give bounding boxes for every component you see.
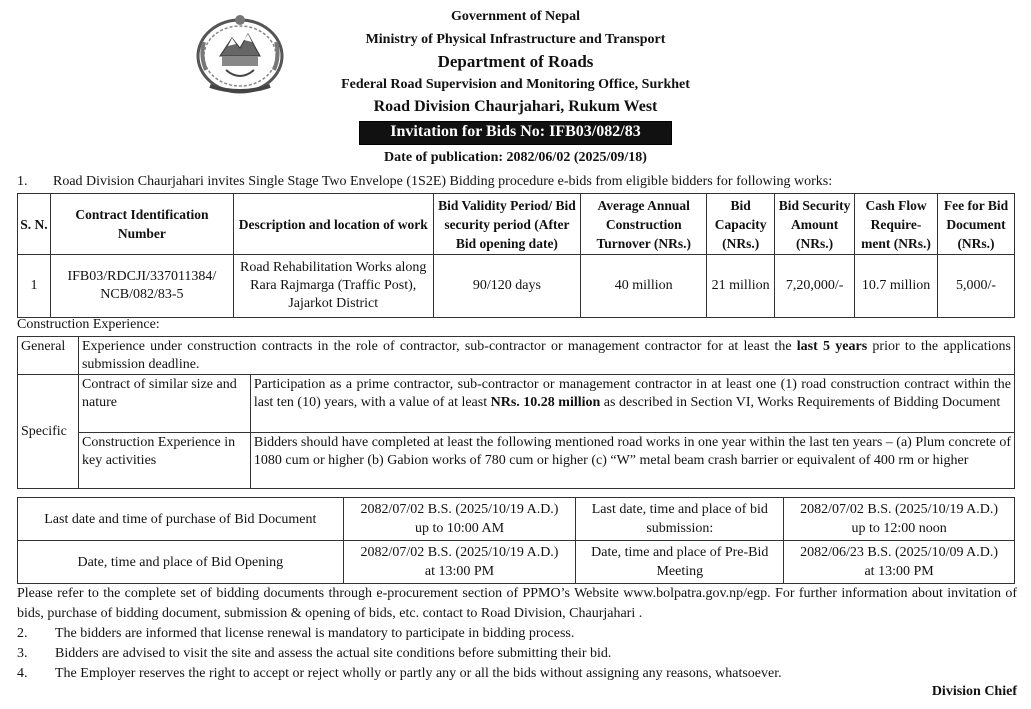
- similar-text-before: Participation as a prime contractor, sub-contractor or management contractor in at least one (1) road construction contract within the last ten (10) years, with a value of at least: [253, 377, 1011, 410]
- dates-row-1: [18, 498, 1015, 541]
- ifb-banner: [0, 121, 1031, 145]
- works-table-header-row: [18, 194, 1015, 255]
- submission-value-time: up to 12:00 noon: [851, 521, 947, 536]
- cell-turnover: 40 million: [581, 255, 707, 318]
- key-activities-text: Bidders should have completed at least the following mentioned road works in one year within the last ten years – (a) Plum concrete of 1080 cum or higher (b) Gabion works of 780 cum or higher (c) “W” metal beam crash barrier or equivalent of 400 rm or higher: [250, 433, 1014, 489]
- purchase-value-date: 2082/07/02 B.S. (2025/10/19 A.D.): [360, 502, 559, 517]
- construction-experience-label: Construction Experience:: [17, 317, 160, 332]
- header-fee: Fee for Bid Document (NRs.): [938, 194, 1015, 255]
- purchase-value-time: up to 10:00 AM: [414, 521, 505, 536]
- refer-paragraph: Please refer to the complete set of bidding documents through e-procurement section of PPMO’s Website www.bolpatra.gov.np/egp. For further information about invitation of bids, purchase of bidding document, submission & opening of bids, etc. contact to Road Division, Chaurjahari .: [17, 586, 1017, 621]
- key-activities-label: Construction Experience in key activities: [78, 433, 250, 489]
- item-number: 4.: [17, 666, 28, 681]
- experience-row-key: [18, 433, 1015, 489]
- intro-number: 1.: [17, 174, 28, 189]
- opening-value-time: at 13:00 PM: [424, 564, 495, 579]
- signature: Division Chief: [931, 684, 1017, 699]
- similar-text-after: as described in Section VI, Works Requirements of Bidding Document: [600, 394, 1001, 410]
- submission-label: Last date, time and place of bid submission:: [576, 498, 784, 541]
- experience-row-general: [18, 337, 1015, 375]
- submission-value: [784, 498, 1015, 541]
- general-text-after: prior to the applications submission deadline.: [81, 339, 1012, 372]
- list-item: [17, 664, 782, 684]
- opening-value-date: 2082/07/02 B.S. (2025/10/19 A.D.): [360, 545, 559, 560]
- header-bid-security: Bid Security Amount (NRs.): [775, 194, 855, 255]
- header-contract-id: Contract Identification Number: [50, 194, 233, 255]
- item-number: 3.: [17, 646, 28, 661]
- purchase-value: [343, 498, 576, 541]
- table-row: [18, 255, 1015, 318]
- similar-label: Contract of similar size and nature: [78, 375, 250, 433]
- general-label: General: [18, 337, 79, 375]
- dates-row-2: [18, 541, 1015, 584]
- prebid-value-time: at 13:00 PM: [864, 564, 934, 579]
- item-text: The bidders are informed that license renewal is mandatory to participate in bidding process.: [55, 626, 575, 641]
- cell-contract-id: IFB03/RDCJI/337011384/ NCB/082/83-5: [50, 255, 233, 318]
- ifb-title: Invitation for Bids No: IFB03/082/83: [359, 121, 671, 145]
- cell-bid-validity: 90/120 days: [433, 255, 581, 318]
- dates-table: [17, 497, 1015, 584]
- opening-value: [343, 541, 576, 584]
- intro-paragraph: [17, 174, 832, 190]
- cell-cash-flow: 10.7 million: [855, 255, 938, 318]
- header-bid-validity: Bid Validity Period/ Bid security period (After Bid opening date): [433, 194, 581, 255]
- opening-label: Date, time and place of Bid Opening: [18, 541, 344, 584]
- cell-sn: 1: [18, 255, 51, 318]
- government-title: Government of Nepal: [450, 9, 581, 24]
- department-title: Department of Roads: [437, 52, 594, 71]
- general-text: [78, 337, 1014, 375]
- experience-row-similar: [18, 375, 1015, 433]
- general-text-before: Experience under construction contracts in the role of contractor, sub-contractor or management contractor for at least the: [81, 339, 797, 354]
- ministry-title: Ministry of Physical Infrastructure and Transport: [365, 32, 666, 47]
- division-title: Road Division Chaurjahari, Rukum West: [373, 98, 658, 115]
- prebid-label: Date, time and place of Pre-Bid Meeting: [576, 541, 784, 584]
- experience-table: [17, 336, 1015, 489]
- header-turnover: Average Annual Construction Turnover (NRs.): [581, 194, 707, 255]
- item-text: The Employer reserves the right to accept or reject wholly or partly any or all the bids without assigning any reasons, whatsoever.: [55, 666, 782, 681]
- cell-bid-security: 7,20,000/-: [775, 255, 855, 318]
- list-item: [17, 644, 611, 664]
- prebid-value-date: 2082/06/23 B.S. (2025/10/09 A.D.): [800, 545, 999, 560]
- header-bid-capacity: Bid Capacity (NRs.): [707, 194, 775, 255]
- submission-value-date: 2082/07/02 B.S. (2025/10/19 A.D.): [800, 502, 999, 517]
- header-description: Description and location of work: [233, 194, 433, 255]
- similar-text: [250, 375, 1014, 433]
- prebid-value: [784, 541, 1015, 584]
- cell-bid-capacity: 21 million: [707, 255, 775, 318]
- cell-description: Road Rehabilitation Works along Rara Rajmarga (Traffic Post), Jajarkot District: [233, 255, 433, 318]
- header-sn: S. N.: [18, 194, 51, 255]
- item-number: 2.: [17, 626, 28, 641]
- intro-text: Road Division Chaurjahari invites Single Stage Two Envelope (1S2E) Bidding procedure e-bids from eligible bidders for following works:: [53, 174, 833, 189]
- general-text-bold: last 5 years: [796, 339, 868, 354]
- purchase-label: Last date and time of purchase of Bid Document: [18, 498, 344, 541]
- list-item: [17, 624, 574, 644]
- cell-fee: 5,000/-: [938, 255, 1015, 318]
- specific-label: Specific: [18, 375, 79, 489]
- works-table: [17, 193, 1015, 318]
- header-cash-flow: Cash Flow Require- ment (NRs.): [855, 194, 938, 255]
- similar-text-bold: NRs. 10.28 million: [490, 394, 601, 410]
- publication-date: Date of publication: 2082/06/02 (2025/09/18): [384, 150, 647, 165]
- office-title: Federal Road Supervision and Monitoring Office, Surkhet: [341, 77, 690, 92]
- item-text: Bidders are advised to visit the site and assess the actual site conditions before submitting their bid.: [55, 646, 612, 661]
